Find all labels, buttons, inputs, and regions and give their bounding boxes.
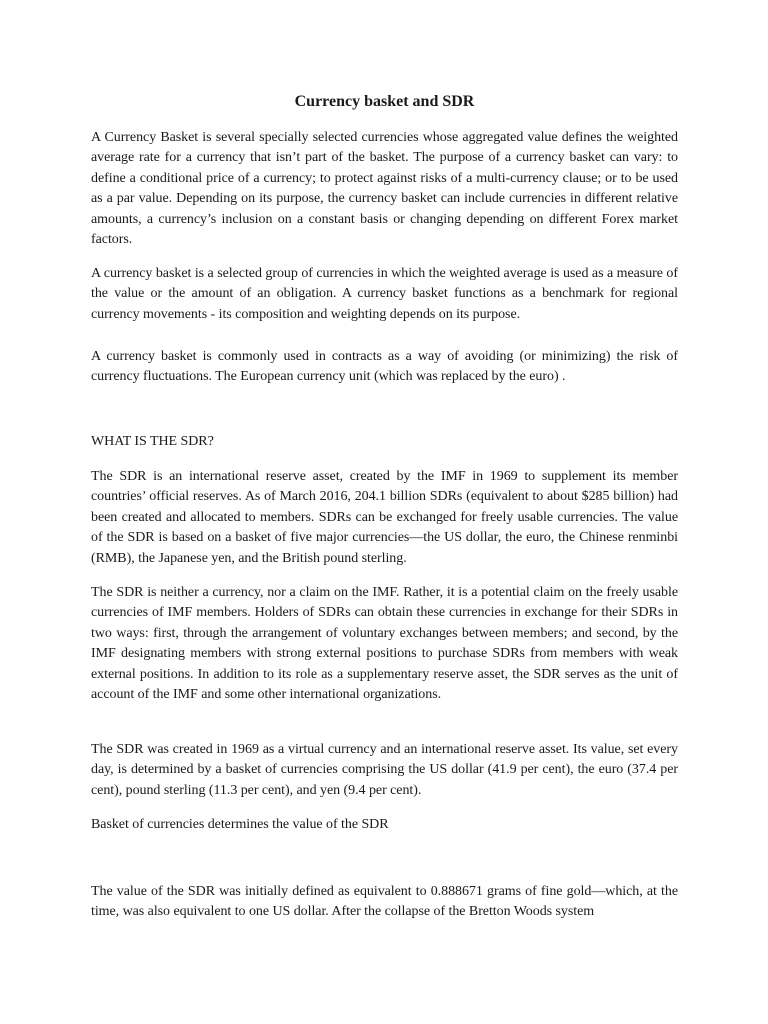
paragraph-sdr-not-currency: The SDR is neither a currency, nor a claim on the IMF. Rather, it is a potential claim on the freely usable currencies of IMF members. Holders of SDRs can obtain these currencies in exchange for their SDRs in two ways: first, through the arrangement of voluntary exchanges between members; and second, by the IMF designating members with strong external positions to purchase SDRs from members with weak external positions. In addition to its role as a supplementary reserve asset, the SDR serves as the unit of account of the IMF and some other international organizations. <box>91 585 678 703</box>
paragraph-sdr-gold-value: The value of the SDR was initially defined as equivalent to 0.888671 grams of fine gold—which, at the time, was also equivalent to one US dollar. After the collapse of the Bretton Woods system <box>91 884 678 920</box>
paragraph-sdr-created-1969: The SDR was created in 1969 as a virtual currency and an international reserve asset. Its value, set every day, is determined by a basket of currencies comprising the US dollar (41.9 per cent), the euro (37.4 per cent), pound sterling (11.3 per cent), and yen (9.4 per cent). <box>91 742 678 798</box>
document-title: Currency basket and SDR <box>294 93 475 110</box>
paragraph-currency-basket-contracts: A currency basket is commonly used in contracts as a way of avoiding (or minimizing) the risk of currency fluctuations. The European currency unit (which was replaced by the euro) . <box>91 349 678 385</box>
paragraph-basket-determines-value: Basket of currencies determines the value of the SDR <box>91 817 389 832</box>
paragraph-sdr-reserve-asset: The SDR is an international reserve asset, created by the IMF in 1969 to supplement its member countries’ official reserves. As of March 2016, 204.1 billion SDRs (equivalent to about $285 billion) had been created and allocated to members. SDRs can be exchanged for freely usable currencies. The value of the SDR is based on a basket of five major currencies—the US dollar, the euro, the Chinese renminbi (RMB), the Japanese yen, and the British pound sterling. <box>91 469 678 566</box>
paragraph-currency-basket-definition: A Currency Basket is several specially selected currencies whose aggregated value defines the weighted average rate for a currency that isn’t part of the basket. The purpose of a currency basket can vary: to define a conditional price of a currency; to protect against risks of a multi-currency clause; or to be used as a par value. Depending on its purpose, the currency basket can include currencies in different relative amounts, a currency’s inclusion on a constant basis or changing depending on different Forex market factors. <box>91 130 678 248</box>
paragraph-currency-basket-group: A currency basket is a selected group of currencies in which the weighted average is used as a measure of the value or the amount of an obligation. A currency basket functions as a benchmark for regional currency movements - its composition and weighting depends on its purpose. <box>91 266 678 322</box>
section-heading-what-is-sdr: WHAT IS THE SDR? <box>91 434 214 449</box>
